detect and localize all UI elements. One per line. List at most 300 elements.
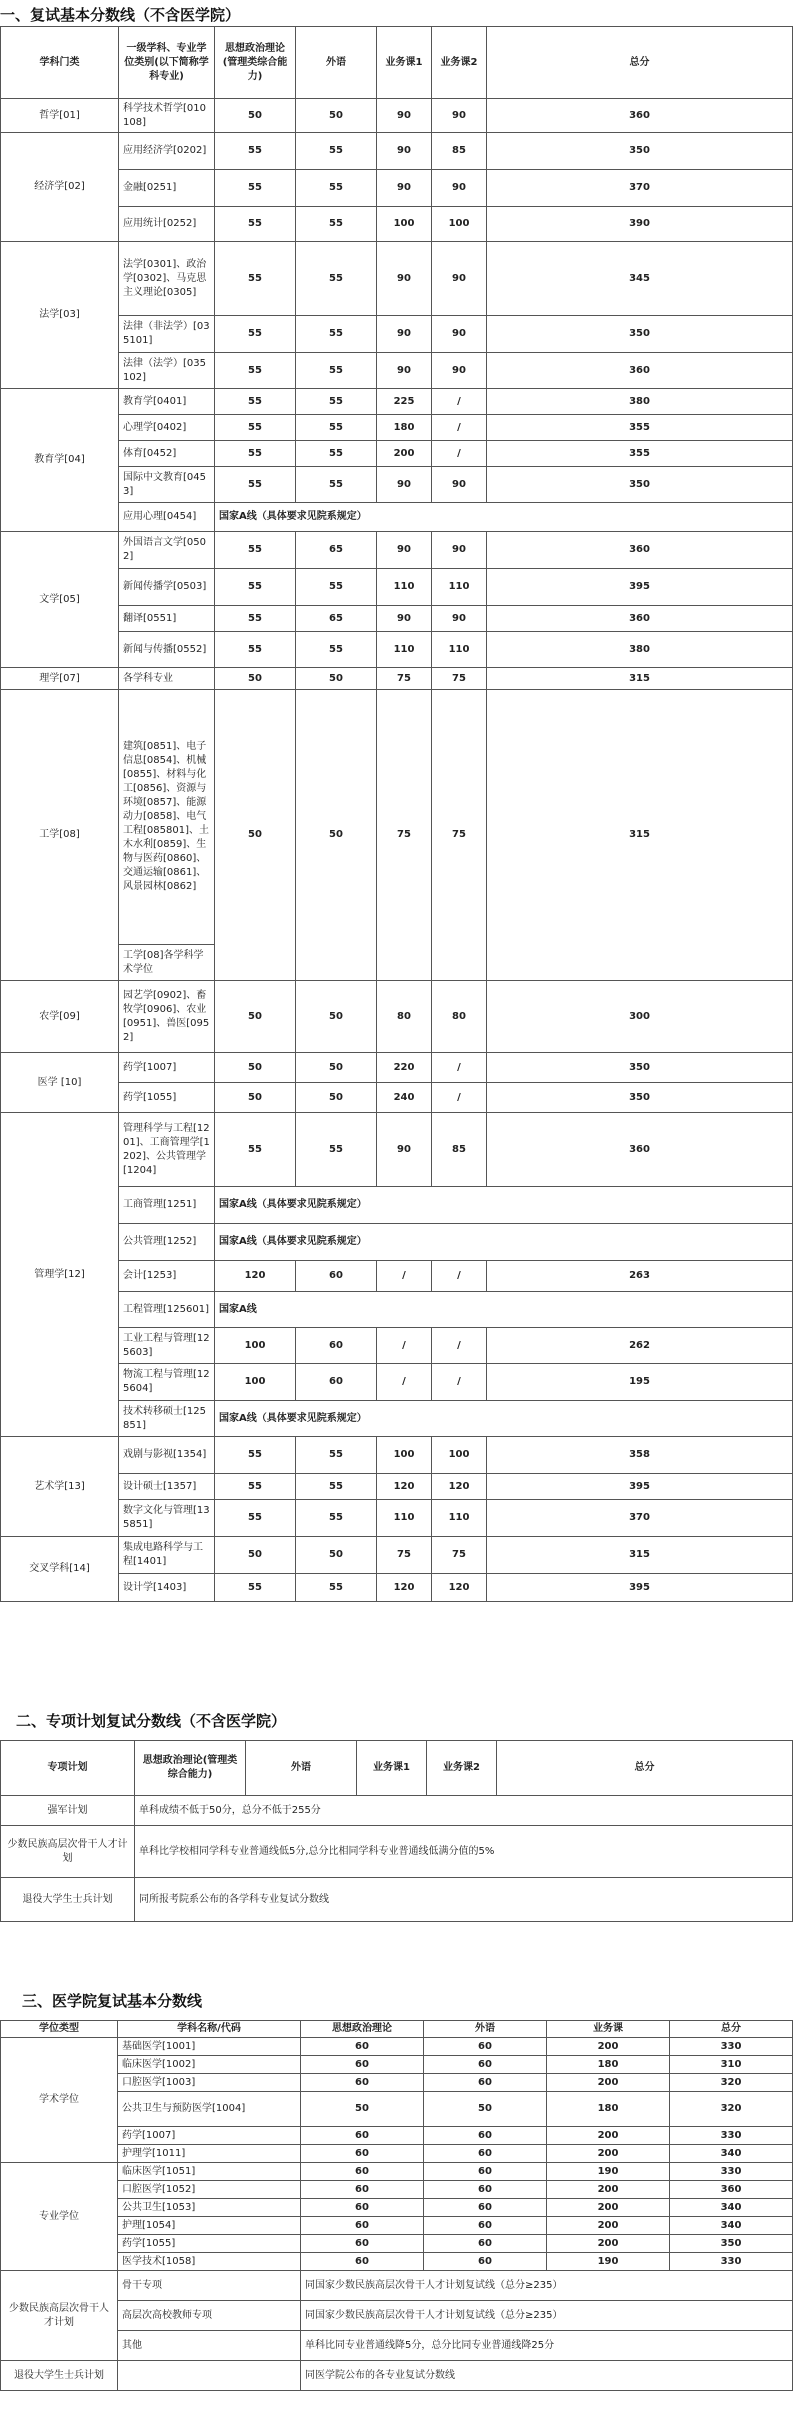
total-cell: 355 xyxy=(487,415,793,441)
course-cell: 200 xyxy=(547,2145,670,2163)
subject-cell: 基础医学[1001] xyxy=(118,2038,301,2056)
total-cell: 360 xyxy=(487,99,793,133)
course2-cell: / xyxy=(432,1328,487,1364)
politics-cell: 60 xyxy=(301,2181,424,2199)
category-cell: 艺术学[13] xyxy=(1,1437,119,1537)
subject-cell: 应用统计[0252] xyxy=(119,207,215,242)
politics-cell: 55 xyxy=(215,606,296,632)
course2-cell: 120 xyxy=(432,1474,487,1500)
course1-cell: 75 xyxy=(377,690,432,981)
course2-cell: 100 xyxy=(432,207,487,242)
course1-cell: 120 xyxy=(377,1474,432,1500)
section1-table xyxy=(0,26,793,1602)
course-cell: 190 xyxy=(547,2253,670,2271)
rule-cell: 同医学院公布的各专业复试分数线 xyxy=(301,2361,793,2391)
subject-cell: 公共卫生与预防医学[1004] xyxy=(118,2092,301,2127)
course2-cell: / xyxy=(432,1364,487,1401)
total-cell: 330 xyxy=(670,2253,793,2271)
politics-cell: 55 xyxy=(215,1113,296,1187)
subject-cell: 高层次高校教师专项 xyxy=(118,2301,301,2331)
foreign-cell: 55 xyxy=(296,1437,377,1474)
course-cell: 180 xyxy=(547,2056,670,2074)
subject-cell: 新闻与传播[0552] xyxy=(119,632,215,668)
subject-cell: 教育学[0401] xyxy=(119,389,215,415)
category-cell: 农学[09] xyxy=(1,981,119,1053)
course2-cell: 120 xyxy=(432,1574,487,1602)
foreign-cell: 55 xyxy=(296,207,377,242)
section2-title: 二、专项计划复试分数线（不含医学院） xyxy=(16,1712,287,1730)
foreign-cell: 50 xyxy=(296,668,377,690)
course2-cell: 75 xyxy=(432,690,487,981)
header-course1: 业务课1 xyxy=(357,1741,427,1796)
section1-header-row xyxy=(1,27,793,99)
course1-cell: 180 xyxy=(377,415,432,441)
course2-cell: 100 xyxy=(432,1437,487,1474)
table-row xyxy=(1,1053,793,1083)
total-cell: 370 xyxy=(487,170,793,207)
foreign-cell: 55 xyxy=(296,316,377,353)
foreign-cell: 50 xyxy=(424,2092,547,2127)
total-cell: 262 xyxy=(487,1328,793,1364)
total-cell: 340 xyxy=(670,2199,793,2217)
foreign-cell: 60 xyxy=(424,2127,547,2145)
rule-cell: 同国家少数民族高层次骨干人才计划复试线（总分≥235） xyxy=(301,2271,793,2301)
total-cell: 395 xyxy=(487,569,793,606)
politics-cell: 55 xyxy=(215,1574,296,1602)
foreign-cell: 55 xyxy=(296,1474,377,1500)
course2-cell: 85 xyxy=(432,133,487,170)
politics-cell: 55 xyxy=(215,1437,296,1474)
politics-cell: 55 xyxy=(215,1474,296,1500)
course2-cell: / xyxy=(432,441,487,467)
subject-cell: 国际中文教育[0453] xyxy=(119,467,215,503)
table-row xyxy=(1,1796,793,1826)
total-cell: 345 xyxy=(487,242,793,316)
table-row xyxy=(1,981,793,1053)
category-cell: 工学[08] xyxy=(1,690,119,981)
foreign-cell: 55 xyxy=(296,441,377,467)
politics-cell: 55 xyxy=(215,532,296,569)
subject-cell: 心理学[0402] xyxy=(119,415,215,441)
course-cell: 200 xyxy=(547,2217,670,2235)
politics-cell: 55 xyxy=(215,353,296,389)
foreign-cell: 60 xyxy=(424,2163,547,2181)
foreign-cell: 50 xyxy=(296,1537,377,1574)
politics-cell: 100 xyxy=(215,1328,296,1364)
foreign-cell: 55 xyxy=(296,133,377,170)
subject-cell: 科学技术哲学[010108] xyxy=(119,99,215,133)
note-cell: 国家A线 xyxy=(215,1292,793,1328)
section3-title: 三、医学院复试基本分数线 xyxy=(22,1992,203,2010)
course2-cell: 90 xyxy=(432,99,487,133)
table-row xyxy=(1,2056,793,2074)
foreign-cell: 60 xyxy=(424,2217,547,2235)
course1-cell: / xyxy=(377,1328,432,1364)
table-row xyxy=(1,2127,793,2145)
table-row xyxy=(1,170,793,207)
total-cell: 330 xyxy=(670,2163,793,2181)
table-row xyxy=(1,1401,793,1437)
note-cell: 国家A线（具体要求见院系规定） xyxy=(215,1187,793,1224)
foreign-cell: 55 xyxy=(296,1113,377,1187)
type-cell: 退役大学生士兵计划 xyxy=(1,2361,118,2391)
total-cell: 330 xyxy=(670,2038,793,2056)
category-cell: 理学[07] xyxy=(1,668,119,690)
course2-cell: / xyxy=(432,415,487,441)
table-row xyxy=(1,2301,793,2331)
table-row xyxy=(1,2145,793,2163)
table-row xyxy=(1,2217,793,2235)
foreign-cell: 50 xyxy=(296,981,377,1053)
course2-cell: / xyxy=(432,1083,487,1113)
total-cell: 350 xyxy=(487,133,793,170)
total-cell: 360 xyxy=(487,606,793,632)
foreign-cell: 60 xyxy=(424,2235,547,2253)
foreign-cell: 60 xyxy=(296,1328,377,1364)
rule-cell: 单科成绩不低于50分，总分不低于255分 xyxy=(135,1796,793,1826)
header-foreign: 外语 xyxy=(424,2021,547,2038)
section3-table xyxy=(0,2020,793,2391)
category-cell: 哲学[01] xyxy=(1,99,119,133)
total-cell: 350 xyxy=(487,316,793,353)
foreign-cell: 55 xyxy=(296,353,377,389)
total-cell: 300 xyxy=(487,981,793,1053)
header-total: 总分 xyxy=(497,1741,793,1796)
table-row xyxy=(1,133,793,170)
course2-cell: 75 xyxy=(432,1537,487,1574)
subject-cell: 法律（法学）[035102] xyxy=(119,353,215,389)
subject-cell: 法律（非法学）[035101] xyxy=(119,316,215,353)
table-row xyxy=(1,632,793,668)
course1-cell: 225 xyxy=(377,389,432,415)
subject-cell: 体育[0452] xyxy=(119,441,215,467)
foreign-cell: 55 xyxy=(296,415,377,441)
course2-cell: / xyxy=(432,389,487,415)
politics-cell: 50 xyxy=(215,1537,296,1574)
subject-cell: 临床医学[1002] xyxy=(118,2056,301,2074)
header-total: 总分 xyxy=(487,27,793,99)
note-cell: 国家A线（具体要求见院系规定） xyxy=(215,1401,793,1437)
subject-cell: 口腔医学[1052] xyxy=(118,2181,301,2199)
foreign-cell: 60 xyxy=(424,2074,547,2092)
course1-cell: 75 xyxy=(377,1537,432,1574)
course-cell: 200 xyxy=(547,2127,670,2145)
subject-cell: 工程管理[125601] xyxy=(119,1292,215,1328)
politics-cell: 55 xyxy=(215,441,296,467)
category-cell: 文学[05] xyxy=(1,532,119,668)
table-row xyxy=(1,1224,793,1261)
subject-cell: 骨干专项 xyxy=(118,2271,301,2301)
course2-cell: 90 xyxy=(432,170,487,207)
header-politics: 思想政治理论(管理类综合能力) xyxy=(215,27,296,99)
politics-cell: 60 xyxy=(301,2038,424,2056)
course1-cell: 90 xyxy=(377,606,432,632)
header-subject: 一级学科、专业学位类别(以下简称学科专业) xyxy=(119,27,215,99)
politics-cell: 60 xyxy=(301,2074,424,2092)
course1-cell: 240 xyxy=(377,1083,432,1113)
course2-cell: 90 xyxy=(432,242,487,316)
table-row xyxy=(1,1437,793,1474)
foreign-cell: 50 xyxy=(296,1083,377,1113)
course2-cell: 80 xyxy=(432,981,487,1053)
category-cell: 法学[03] xyxy=(1,242,119,389)
subject-cell: 应用经济学[0202] xyxy=(119,133,215,170)
total-cell: 350 xyxy=(670,2235,793,2253)
subject-cell: 口腔医学[1003] xyxy=(118,2074,301,2092)
header-type: 学位类型 xyxy=(1,2021,118,2038)
subject-cell: 翻译[0551] xyxy=(119,606,215,632)
category-cell: 管理学[12] xyxy=(1,1113,119,1437)
section3-header-row xyxy=(1,2021,793,2038)
foreign-cell: 60 xyxy=(296,1261,377,1292)
foreign-cell: 60 xyxy=(424,2199,547,2217)
course-cell: 200 xyxy=(547,2074,670,2092)
course2-cell: 110 xyxy=(432,1500,487,1537)
subject-cell: 医学技术[1058] xyxy=(118,2253,301,2271)
table-row xyxy=(1,207,793,242)
course1-cell: 220 xyxy=(377,1053,432,1083)
table-row xyxy=(1,1187,793,1224)
table-row xyxy=(1,441,793,467)
subject-cell: 设计硕士[1357] xyxy=(119,1474,215,1500)
type-cell: 专业学位 xyxy=(1,2163,118,2271)
category-cell: 经济学[02] xyxy=(1,133,119,242)
foreign-cell: 55 xyxy=(296,467,377,503)
foreign-cell: 55 xyxy=(296,389,377,415)
table-row xyxy=(1,1113,793,1187)
course2-cell: 110 xyxy=(432,632,487,668)
subject-cell: 公共卫生[1053] xyxy=(118,2199,301,2217)
section2-header-row xyxy=(1,1741,793,1796)
total-cell: 320 xyxy=(670,2074,793,2092)
table-row xyxy=(1,1364,793,1401)
subject-cell: 临床医学[1051] xyxy=(118,2163,301,2181)
politics-cell: 50 xyxy=(215,1083,296,1113)
course1-cell: 90 xyxy=(377,170,432,207)
note-cell: 国家A线（具体要求见院系规定） xyxy=(215,1224,793,1261)
foreign-cell: 60 xyxy=(296,1364,377,1401)
subject-cell: 集成电路科学与工程[1401] xyxy=(119,1537,215,1574)
subject-cell xyxy=(118,2361,301,2391)
subject-cell: 各学科专业 xyxy=(119,668,215,690)
total-cell: 355 xyxy=(487,441,793,467)
header-subject: 学科名称/代码 xyxy=(118,2021,301,2038)
politics-cell: 60 xyxy=(301,2163,424,2181)
politics-cell: 60 xyxy=(301,2127,424,2145)
politics-cell: 50 xyxy=(301,2092,424,2127)
table-row xyxy=(1,353,793,389)
subject-cell: 金融[0251] xyxy=(119,170,215,207)
politics-cell: 50 xyxy=(215,668,296,690)
total-cell: 395 xyxy=(487,1474,793,1500)
subject-cell: 戏剧与影视[1354] xyxy=(119,1437,215,1474)
category-cell: 交叉学科[14] xyxy=(1,1537,119,1602)
course1-cell: 80 xyxy=(377,981,432,1053)
politics-cell: 50 xyxy=(215,1053,296,1083)
rule-cell: 单科比同专业普通线降5分，总分比同专业普通线降25分 xyxy=(301,2331,793,2361)
subject-cell: 管理科学与工程[1201]、工商管理学[1202]、公共管理学[1204] xyxy=(119,1113,215,1187)
subject-cell: 护理学[1011] xyxy=(118,2145,301,2163)
header-course2: 业务课2 xyxy=(427,1741,497,1796)
total-cell: 340 xyxy=(670,2217,793,2235)
note-cell: 国家A线（具体要求见院系规定） xyxy=(215,503,793,532)
course-cell: 180 xyxy=(547,2092,670,2127)
total-cell: 330 xyxy=(670,2127,793,2145)
table-row xyxy=(1,2331,793,2361)
table-row xyxy=(1,668,793,690)
header-course2: 业务课2 xyxy=(432,27,487,99)
table-row xyxy=(1,532,793,569)
course-cell: 200 xyxy=(547,2038,670,2056)
subject-cell: 技术转移硕士[125851] xyxy=(119,1401,215,1437)
course1-cell: 90 xyxy=(377,99,432,133)
course2-cell: 90 xyxy=(432,606,487,632)
total-cell: 360 xyxy=(487,353,793,389)
politics-cell: 50 xyxy=(215,99,296,133)
course-cell: 200 xyxy=(547,2181,670,2199)
total-cell: 310 xyxy=(670,2056,793,2074)
foreign-cell: 50 xyxy=(296,99,377,133)
table-row xyxy=(1,569,793,606)
table-row xyxy=(1,503,793,532)
section2-table xyxy=(0,1740,793,1922)
total-cell: 195 xyxy=(487,1364,793,1401)
table-row xyxy=(1,2235,793,2253)
course1-cell: 100 xyxy=(377,1437,432,1474)
course2-cell: 90 xyxy=(432,532,487,569)
subject-cell: 园艺学[0902]、畜牧学[0906]、农业[0951]、兽医[0952] xyxy=(119,981,215,1053)
rule-cell: 单科比学校相同学科专业普通线低5分,总分比相同学科专业普通线低满分值的5% xyxy=(135,1826,793,1878)
politics-cell: 55 xyxy=(215,467,296,503)
course1-cell: 120 xyxy=(377,1574,432,1602)
foreign-cell: 55 xyxy=(296,1574,377,1602)
subject-cell: 外国语言文学[0502] xyxy=(119,532,215,569)
table-row xyxy=(1,99,793,133)
politics-cell: 100 xyxy=(215,1364,296,1401)
total-cell: 360 xyxy=(487,1113,793,1187)
total-cell: 380 xyxy=(487,632,793,668)
table-row xyxy=(1,1826,793,1878)
subject-cell: 公共管理[1252] xyxy=(119,1224,215,1261)
subject-cell: 药学[1007] xyxy=(118,2127,301,2145)
total-cell: 350 xyxy=(487,1083,793,1113)
header-foreign: 外语 xyxy=(246,1741,357,1796)
course2-cell: 75 xyxy=(432,668,487,690)
header-politics: 思想政治理论(管理类综合能力) xyxy=(135,1741,246,1796)
table-row xyxy=(1,1261,793,1292)
table-row xyxy=(1,1083,793,1113)
foreign-cell: 65 xyxy=(296,532,377,569)
foreign-cell: 60 xyxy=(424,2181,547,2199)
course1-cell: 110 xyxy=(377,1500,432,1537)
course2-cell: 90 xyxy=(432,353,487,389)
table-row xyxy=(1,2271,793,2301)
header-politics: 思想政治理论 xyxy=(301,2021,424,2038)
subject-cell: 工商管理[1251] xyxy=(119,1187,215,1224)
subject-cell: 建筑[0851]、电子信息[0854]、机械[0855]、材料与化工[0856]、资源与环境[0857]、能源动力[0858]、电气工程[085801]、土木水利[0859]、生物与医药[0860]、交通运输[0861]、风景园林[0862] xyxy=(119,690,215,945)
politics-cell: 60 xyxy=(301,2235,424,2253)
subject-cell: 物流工程与管理[125604] xyxy=(119,1364,215,1401)
category-cell: 教育学[04] xyxy=(1,389,119,532)
table-row xyxy=(1,1500,793,1537)
politics-cell: 55 xyxy=(215,170,296,207)
table-row xyxy=(1,316,793,353)
table-row xyxy=(1,2038,793,2056)
table-row xyxy=(1,2253,793,2271)
header-foreign: 外语 xyxy=(296,27,377,99)
table-row xyxy=(1,690,793,945)
course1-cell: 90 xyxy=(377,133,432,170)
foreign-cell: 55 xyxy=(296,1500,377,1537)
politics-cell: 60 xyxy=(301,2056,424,2074)
course1-cell: 100 xyxy=(377,207,432,242)
politics-cell: 60 xyxy=(301,2145,424,2163)
course1-cell: 90 xyxy=(377,353,432,389)
subject-cell: 新闻传播学[0503] xyxy=(119,569,215,606)
table-row xyxy=(1,242,793,316)
foreign-cell: 60 xyxy=(424,2038,547,2056)
table-row xyxy=(1,1328,793,1364)
politics-cell: 55 xyxy=(215,569,296,606)
total-cell: 350 xyxy=(487,1053,793,1083)
foreign-cell: 60 xyxy=(424,2056,547,2074)
total-cell: 358 xyxy=(487,1437,793,1474)
subject-cell: 药学[1055] xyxy=(118,2235,301,2253)
total-cell: 350 xyxy=(487,467,793,503)
politics-cell: 50 xyxy=(215,690,296,981)
table-row xyxy=(1,2199,793,2217)
table-row xyxy=(1,1574,793,1602)
header-plan: 专项计划 xyxy=(1,1741,135,1796)
subject-cell: 其他 xyxy=(118,2331,301,2361)
course2-cell: 85 xyxy=(432,1113,487,1187)
subject-cell: 护理[1054] xyxy=(118,2217,301,2235)
table-row xyxy=(1,389,793,415)
foreign-cell: 65 xyxy=(296,606,377,632)
subject-cell: 工业工程与管理[125603] xyxy=(119,1328,215,1364)
foreign-cell: 50 xyxy=(296,690,377,981)
politics-cell: 60 xyxy=(301,2217,424,2235)
course2-cell: / xyxy=(432,1261,487,1292)
section1-title: 一、复试基本分数线（不含医学院） xyxy=(0,6,241,24)
foreign-cell: 50 xyxy=(296,1053,377,1083)
course2-cell: 90 xyxy=(432,316,487,353)
total-cell: 315 xyxy=(487,1537,793,1574)
foreign-cell: 55 xyxy=(296,170,377,207)
total-cell: 263 xyxy=(487,1261,793,1292)
politics-cell: 55 xyxy=(215,316,296,353)
politics-cell: 60 xyxy=(301,2253,424,2271)
course1-cell: 90 xyxy=(377,467,432,503)
course1-cell: 90 xyxy=(377,1113,432,1187)
politics-cell: 120 xyxy=(215,1261,296,1292)
course1-cell: 90 xyxy=(377,242,432,316)
table-row xyxy=(1,1474,793,1500)
type-cell: 学术学位 xyxy=(1,2038,118,2163)
type-cell: 少数民族高层次骨干人才计划 xyxy=(1,2271,118,2361)
total-cell: 320 xyxy=(670,2092,793,2127)
politics-cell: 50 xyxy=(215,981,296,1053)
politics-cell: 55 xyxy=(215,133,296,170)
course1-cell: 90 xyxy=(377,532,432,569)
foreign-cell: 60 xyxy=(424,2253,547,2271)
total-cell: 340 xyxy=(670,2145,793,2163)
rule-cell: 同国家少数民族高层次骨干人才计划复试线（总分≥235） xyxy=(301,2301,793,2331)
total-cell: 315 xyxy=(487,668,793,690)
subject-cell: 药学[1055] xyxy=(119,1083,215,1113)
table-row xyxy=(1,2074,793,2092)
header-category: 学科门类 xyxy=(1,27,119,99)
